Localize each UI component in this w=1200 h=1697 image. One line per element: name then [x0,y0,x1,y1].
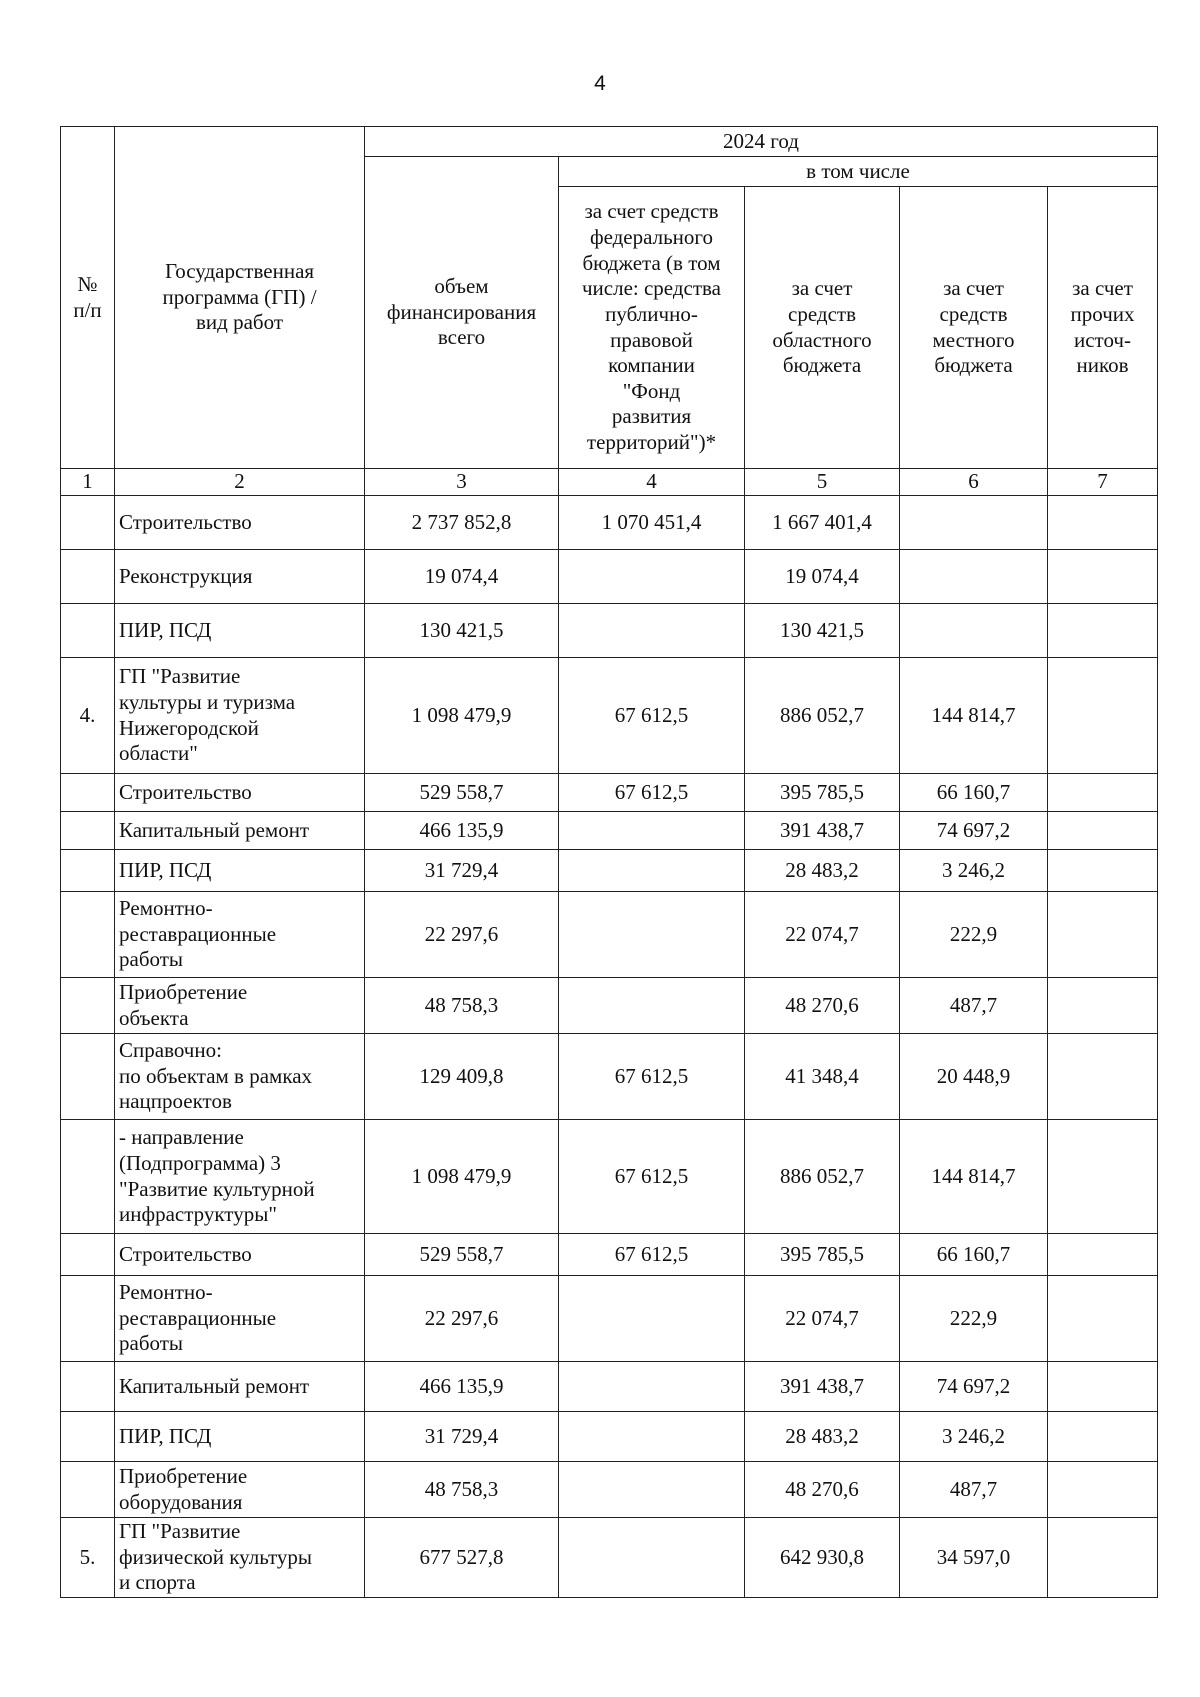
work-type-cell: Капитальный ремонт [115,1362,365,1412]
federal-budget-cell [559,850,745,892]
work-type-cell: Строительство [115,1234,365,1276]
row-number-cell [61,978,115,1034]
row-number-cell [61,550,115,604]
table-row [61,892,1158,978]
header-year: 2024 год [365,127,1158,157]
table-row [61,1120,1158,1234]
regional-budget-cell: 642 930,8 [745,1518,900,1598]
local-budget-cell: 3 246,2 [900,850,1048,892]
total-financing-cell: 48 758,3 [365,1462,559,1518]
local-budget-cell [900,550,1048,604]
total-financing-cell: 529 558,7 [365,774,559,812]
header-regional-budget: за счет средств областного бюджета [745,187,900,469]
other-sources-cell [1048,1518,1158,1598]
header-total-financing: объем финансирования всего [365,157,559,469]
federal-budget-cell: 67 612,5 [559,1120,745,1234]
work-type-cell: ГП "Развитие культуры и туризма Нижегородской области" [115,658,365,774]
federal-budget-cell: 1 070 451,4 [559,496,745,550]
local-budget-cell: 20 448,9 [900,1034,1048,1120]
other-sources-cell [1048,774,1158,812]
regional-budget-cell: 395 785,5 [745,774,900,812]
table-body [61,496,1158,1598]
row-number-cell [61,1034,115,1120]
federal-budget-cell [559,550,745,604]
row-number-cell: 4. [61,658,115,774]
row-number-cell [61,604,115,658]
row-number-cell [61,1412,115,1462]
local-budget-cell: 66 160,7 [900,774,1048,812]
federal-budget-cell [559,604,745,658]
other-sources-cell [1048,1462,1158,1518]
total-financing-cell: 22 297,6 [365,892,559,978]
total-financing-cell: 19 074,4 [365,550,559,604]
header-including: в том числе [559,157,1158,187]
work-type-cell: Капитальный ремонт [115,812,365,850]
table-row [61,1234,1158,1276]
work-type-cell: Строительство [115,496,365,550]
table-row [61,812,1158,850]
work-type-cell: ПИР, ПСД [115,1412,365,1462]
total-financing-cell: 31 729,4 [365,1412,559,1462]
total-financing-cell: 1 098 479,9 [365,658,559,774]
other-sources-cell [1048,850,1158,892]
column-number: 5 [745,469,900,496]
regional-budget-cell: 130 421,5 [745,604,900,658]
local-budget-cell: 144 814,7 [900,1120,1048,1234]
other-sources-cell [1048,496,1158,550]
work-type-cell: Приобретение объекта [115,978,365,1034]
regional-budget-cell: 28 483,2 [745,1412,900,1462]
row-number-cell [61,1234,115,1276]
row-number-cell [61,1276,115,1362]
table-row [61,1518,1158,1598]
work-type-cell: Ремонтно- реставрационные работы [115,892,365,978]
local-budget-cell: 222,9 [900,1276,1048,1362]
table-row [61,978,1158,1034]
work-type-cell: ПИР, ПСД [115,604,365,658]
total-financing-cell: 466 135,9 [365,1362,559,1412]
regional-budget-cell: 19 074,4 [745,550,900,604]
work-type-cell: Ремонтно- реставрационные работы [115,1276,365,1362]
regional-budget-cell: 22 074,7 [745,1276,900,1362]
local-budget-cell: 144 814,7 [900,658,1048,774]
total-financing-cell: 466 135,9 [365,812,559,850]
table-row [61,604,1158,658]
federal-budget-cell [559,978,745,1034]
total-financing-cell: 1 098 479,9 [365,1120,559,1234]
page-number: 4 [594,72,606,95]
regional-budget-cell: 395 785,5 [745,1234,900,1276]
row-number-cell [61,850,115,892]
row-number-cell [61,496,115,550]
total-financing-cell: 130 421,5 [365,604,559,658]
row-number-cell [61,812,115,850]
work-type-cell: ГП "Развитие физической культуры и спорта [115,1518,365,1598]
total-financing-cell: 129 409,8 [365,1034,559,1120]
local-budget-cell: 222,9 [900,892,1048,978]
local-budget-cell: 3 246,2 [900,1412,1048,1462]
local-budget-cell: 34 597,0 [900,1518,1048,1598]
total-financing-cell: 2 737 852,8 [365,496,559,550]
other-sources-cell [1048,1234,1158,1276]
federal-budget-cell [559,1412,745,1462]
federal-budget-cell [559,1276,745,1362]
regional-budget-cell: 28 483,2 [745,850,900,892]
row-number-cell: 5. [61,1518,115,1598]
other-sources-cell [1048,812,1158,850]
total-financing-cell: 677 527,8 [365,1518,559,1598]
row-number-cell [61,1120,115,1234]
other-sources-cell [1048,604,1158,658]
local-budget-cell: 74 697,2 [900,812,1048,850]
table-row [61,1276,1158,1362]
work-type-cell: Справочно: по объектам в рамках нацпроектов [115,1034,365,1120]
header-row-number: № п/п [61,127,115,469]
table-row [61,550,1158,604]
row-number-cell [61,1362,115,1412]
total-financing-cell: 48 758,3 [365,978,559,1034]
local-budget-cell [900,496,1048,550]
local-budget-cell: 66 160,7 [900,1234,1048,1276]
header-other-sources: за счет прочих источ- ников [1048,187,1158,469]
regional-budget-cell: 22 074,7 [745,892,900,978]
regional-budget-cell: 886 052,7 [745,658,900,774]
table-row [61,1362,1158,1412]
regional-budget-cell: 391 438,7 [745,1362,900,1412]
local-budget-cell: 487,7 [900,1462,1048,1518]
column-number: 1 [61,469,115,496]
federal-budget-cell [559,812,745,850]
other-sources-cell [1048,892,1158,978]
regional-budget-cell: 48 270,6 [745,978,900,1034]
federal-budget-cell: 67 612,5 [559,1234,745,1276]
regional-budget-cell: 391 438,7 [745,812,900,850]
federal-budget-cell: 67 612,5 [559,774,745,812]
regional-budget-cell: 41 348,4 [745,1034,900,1120]
federal-budget-cell [559,1462,745,1518]
work-type-cell: Приобретение оборудования [115,1462,365,1518]
other-sources-cell [1048,1412,1158,1462]
row-number-cell [61,1462,115,1518]
total-financing-cell: 22 297,6 [365,1276,559,1362]
column-number: 2 [115,469,365,496]
other-sources-cell [1048,658,1158,774]
header-program: Государственная программа (ГП) / вид работ [115,127,365,469]
header-local-budget: за счет средств местного бюджета [900,187,1048,469]
regional-budget-cell: 886 052,7 [745,1120,900,1234]
financing-table [60,126,1158,1598]
other-sources-cell [1048,1276,1158,1362]
federal-budget-cell: 67 612,5 [559,658,745,774]
other-sources-cell [1048,978,1158,1034]
federal-budget-cell: 67 612,5 [559,1034,745,1120]
column-number: 3 [365,469,559,496]
federal-budget-cell [559,1362,745,1412]
table-row [61,496,1158,550]
regional-budget-cell: 48 270,6 [745,1462,900,1518]
federal-budget-cell [559,1518,745,1598]
local-budget-cell: 74 697,2 [900,1362,1048,1412]
total-financing-cell: 31 729,4 [365,850,559,892]
federal-budget-cell [559,892,745,978]
local-budget-cell [900,604,1048,658]
work-type-cell: ПИР, ПСД [115,850,365,892]
table-row [61,1412,1158,1462]
total-financing-cell: 529 558,7 [365,1234,559,1276]
other-sources-cell [1048,1034,1158,1120]
row-number-cell [61,892,115,978]
other-sources-cell [1048,1120,1158,1234]
column-number: 7 [1048,469,1158,496]
work-type-cell: - направление (Подпрограмма) 3 "Развитие культурной инфраструктуры" [115,1120,365,1234]
table-row [61,658,1158,774]
work-type-cell: Строительство [115,774,365,812]
column-number: 6 [900,469,1048,496]
regional-budget-cell: 1 667 401,4 [745,496,900,550]
table-row [61,850,1158,892]
local-budget-cell: 487,7 [900,978,1048,1034]
other-sources-cell [1048,550,1158,604]
other-sources-cell [1048,1362,1158,1412]
row-number-cell [61,774,115,812]
column-number: 4 [559,469,745,496]
header-federal-budget: за счет средств федерального бюджета (в том числе: средства публично- правовой компании "Фонд развития территорий")* [559,187,745,469]
table-row [61,774,1158,812]
table-row [61,1034,1158,1120]
work-type-cell: Реконструкция [115,550,365,604]
table-row [61,1462,1158,1518]
